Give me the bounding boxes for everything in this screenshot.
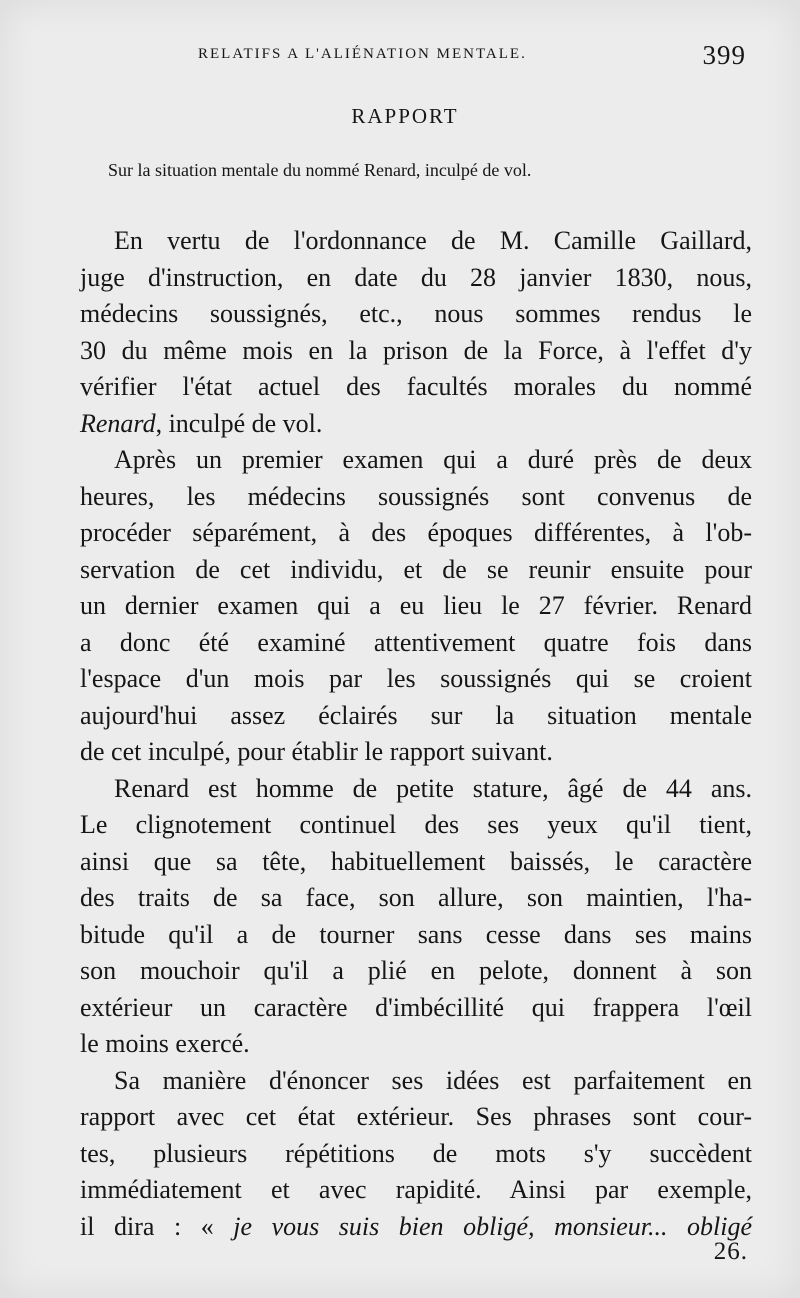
- text-line: Sa manière d'énoncer ses idées est parfaitement en: [114, 1065, 752, 1095]
- signature-mark: 26.: [713, 1238, 748, 1265]
- italic-name: Renard: [80, 408, 156, 438]
- running-title: RELATIFS A L'ALIÉNATION MENTALE.: [198, 46, 527, 62]
- text-fragment: il dira : «: [80, 1211, 214, 1241]
- text-line: Renard est homme de petite stature, âgé de 44 ans.: [114, 773, 752, 803]
- text-line: a donc été examiné attentivement quatre fois dans: [80, 627, 752, 657]
- text-line: Après un premier examen qui a duré près de deux: [114, 445, 752, 474]
- text-line: médecins soussignés, etc., nous sommes rendus le: [80, 299, 752, 328]
- text-line: tes, plusieurs répétitions de mots s'y succèdent: [80, 1138, 752, 1168]
- text-line: l'espace d'un mois par les soussignés qui se croient: [80, 664, 752, 693]
- text-line: un dernier examen qui a eu lieu le 27 février. Renard: [80, 591, 752, 620]
- text-line: extérieur un caractère d'imbécillité qui frappera l'œil: [80, 992, 752, 1022]
- text-line: heures, les médecins soussignés sont convenus de: [80, 481, 752, 511]
- text-line: aujourd'hui assez éclairés sur la situation mentale: [80, 700, 752, 730]
- text-fragment: , inculpé de vol.: [155, 408, 323, 438]
- text-line: ainsi que sa tête, habituellement baissés, le caractère: [80, 846, 752, 876]
- running-head: [110, 40, 760, 80]
- text-line: immédiatement et avec rapidité. Ainsi par exemple,: [80, 1175, 752, 1204]
- text-line: En vertu de l'ordonnance de M. Camille Gaillard,: [114, 226, 752, 255]
- text-line: [80, 1209, 752, 1246]
- text-line: 30 du même mois en la prison de la Force, à l'effet d'y: [80, 335, 752, 365]
- text-line: vérifier l'état actuel des facultés morales du nommé: [80, 372, 752, 401]
- report-subtitle: Sur la situation mentale du nommé Renard, inculpé de vol.: [108, 160, 532, 180]
- text-line: [80, 406, 752, 443]
- text-line: rapport avec cet état extérieur. Ses phrases sont cour-: [80, 1102, 752, 1131]
- text-line: juge d'instruction, en date du 28 janvier 1830, nous,: [80, 262, 752, 292]
- text-line: le moins exercé.: [80, 1029, 250, 1058]
- text-line: procéder séparément, à des époques différentes, à l'ob-: [80, 518, 752, 547]
- text-line: de cet inculpé, pour établir le rapport suivant.: [80, 737, 553, 766]
- report-title: RAPPORT: [351, 104, 459, 128]
- text-line: son mouchoir qu'il a plié en pelote, donnent à son: [80, 956, 752, 985]
- page-number: 399: [702, 40, 746, 70]
- text-line: servation de cet individu, et de se reunir ensuite pour: [80, 554, 752, 584]
- body-text: [80, 223, 752, 1245]
- text-line: Le clignotement continuel des ses yeux qu'il tient,: [80, 810, 752, 839]
- italic-quote: je vous suis bien obligé, monsieur... obligé: [233, 1211, 753, 1241]
- text-line: bitude qu'il a de tourner sans cesse dans ses mains: [80, 919, 752, 949]
- text-line: des traits de sa face, son allure, son maintien, l'ha-: [80, 883, 752, 912]
